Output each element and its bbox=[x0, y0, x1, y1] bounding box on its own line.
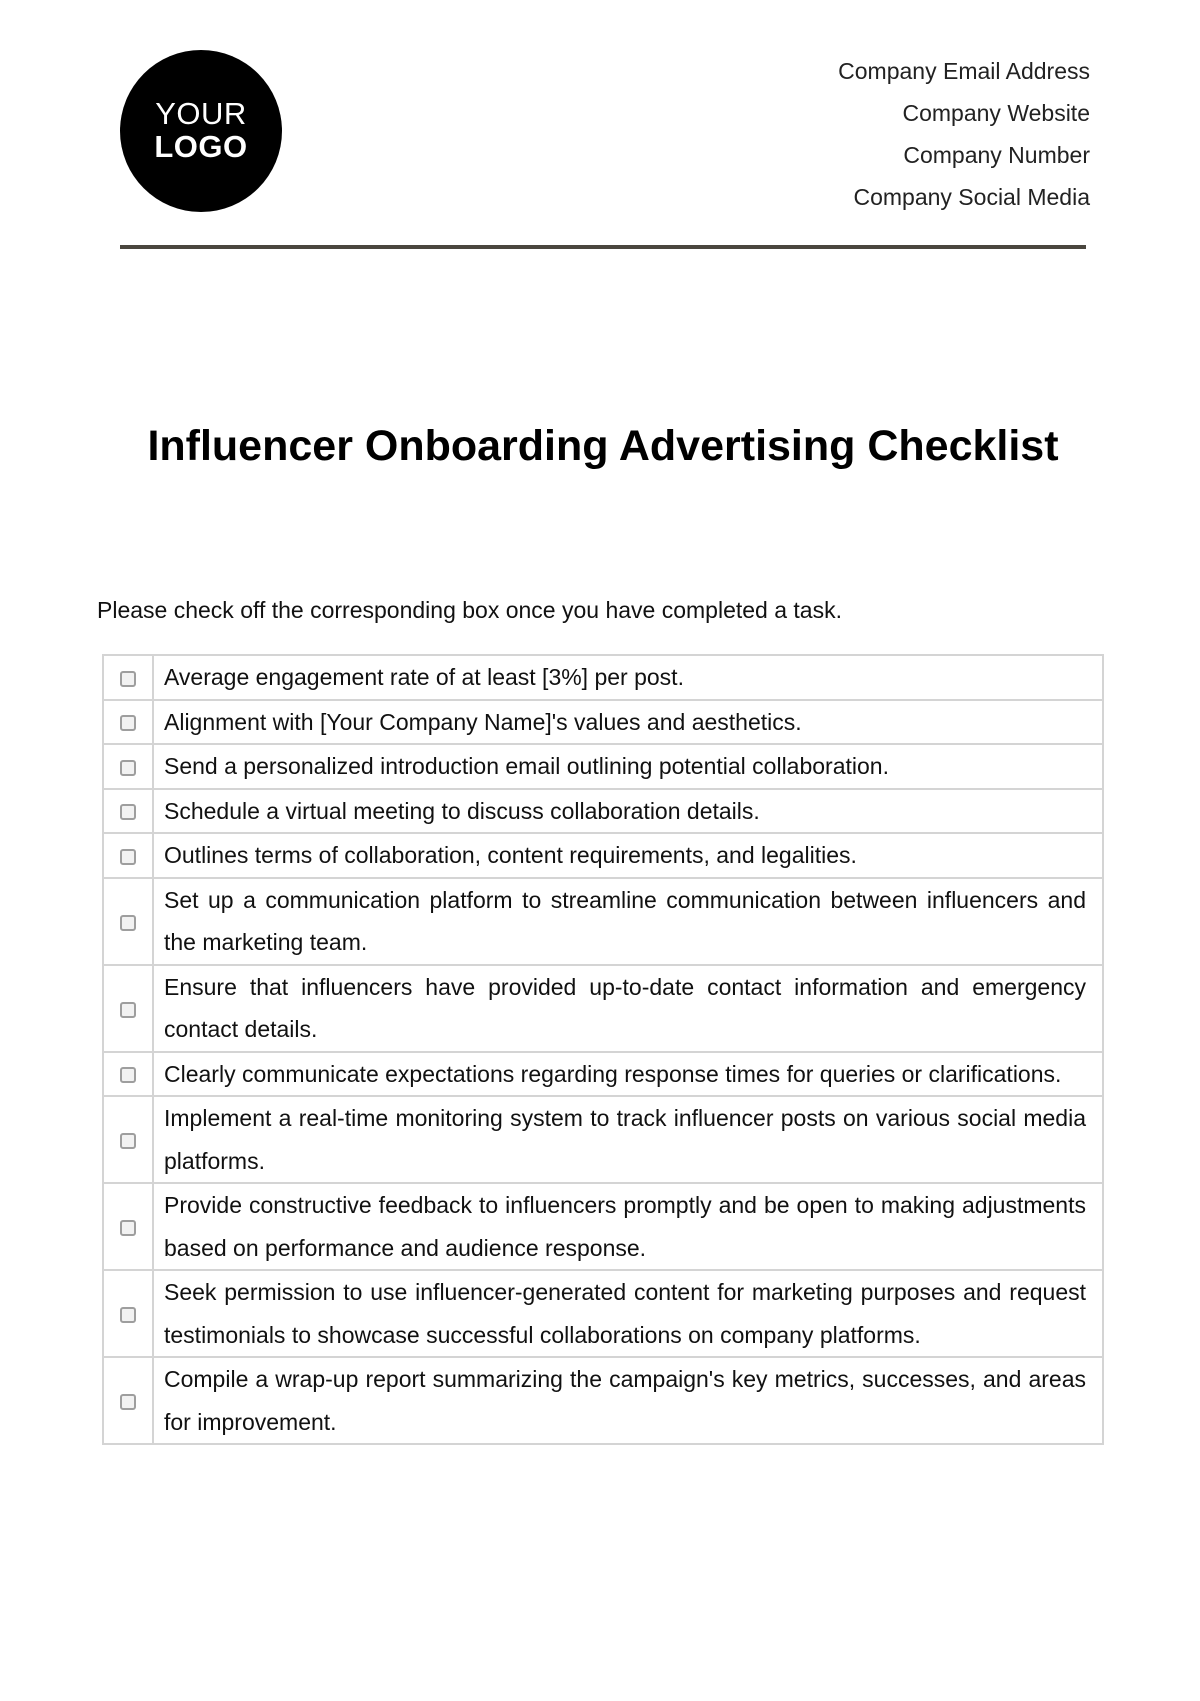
task-checkbox[interactable] bbox=[120, 804, 136, 820]
task-checkbox[interactable] bbox=[120, 1394, 136, 1410]
checkbox-cell bbox=[103, 1183, 153, 1270]
checklist-row bbox=[103, 1357, 1103, 1444]
task-checkbox[interactable] bbox=[120, 1067, 136, 1083]
company-contact-block bbox=[838, 50, 1090, 218]
task-checkbox[interactable] bbox=[120, 1002, 136, 1018]
checklist-row bbox=[103, 1052, 1103, 1097]
task-text: Seek permission to use influencer-generated content for marketing purposes and request testimonials to showcase successful collaborations on company platforms. bbox=[153, 1270, 1103, 1357]
task-text: Implement a real-time monitoring system to track influencer posts on various social media platforms. bbox=[153, 1096, 1103, 1183]
checkbox-cell bbox=[103, 700, 153, 745]
header-divider bbox=[120, 245, 1086, 249]
checklist-body bbox=[103, 655, 1103, 1444]
task-text: Average engagement rate of at least [3%] per post. bbox=[153, 655, 1103, 700]
task-text: Compile a wrap-up report summarizing the campaign's key metrics, successes, and areas for improvement. bbox=[153, 1357, 1103, 1444]
task-checkbox[interactable] bbox=[120, 715, 136, 731]
logo-line-1: YOUR bbox=[155, 96, 247, 132]
checklist-row bbox=[103, 789, 1103, 834]
task-checkbox[interactable] bbox=[120, 1220, 136, 1236]
task-checkbox[interactable] bbox=[120, 1307, 136, 1323]
company-number: Company Number bbox=[903, 142, 1090, 168]
checklist-row bbox=[103, 1096, 1103, 1183]
company-logo bbox=[120, 50, 282, 212]
instructions-text: Please check off the corresponding box once you have completed a task. bbox=[97, 597, 842, 623]
checklist-row bbox=[103, 965, 1103, 1052]
checkbox-cell bbox=[103, 1357, 153, 1444]
checkbox-cell bbox=[103, 878, 153, 965]
task-text: Alignment with [Your Company Name]'s values and aesthetics. bbox=[153, 700, 1103, 745]
company-email: Company Email Address bbox=[838, 58, 1090, 84]
task-text: Ensure that influencers have provided up-to-date contact information and emergency contact details. bbox=[153, 965, 1103, 1052]
checklist-row bbox=[103, 655, 1103, 700]
task-text: Provide constructive feedback to influencers promptly and be open to making adjustments based on performance and audience response. bbox=[153, 1183, 1103, 1270]
checkbox-cell bbox=[103, 1096, 153, 1183]
checklist-row bbox=[103, 878, 1103, 965]
checklist-row bbox=[103, 744, 1103, 789]
checklist-row bbox=[103, 833, 1103, 878]
task-text: Clearly communicate expectations regarding response times for queries or clarifications. bbox=[153, 1052, 1103, 1097]
checkbox-cell bbox=[103, 655, 153, 700]
task-checkbox[interactable] bbox=[120, 671, 136, 687]
checklist-row bbox=[103, 1183, 1103, 1270]
checklist-row bbox=[103, 1270, 1103, 1357]
task-checkbox[interactable] bbox=[120, 1133, 136, 1149]
task-checkbox[interactable] bbox=[120, 915, 136, 931]
task-text: Send a personalized introduction email outlining potential collaboration. bbox=[153, 744, 1103, 789]
checkbox-cell bbox=[103, 744, 153, 789]
checkbox-cell bbox=[103, 1052, 153, 1097]
task-checkbox[interactable] bbox=[120, 849, 136, 865]
checklist-row bbox=[103, 700, 1103, 745]
checkbox-cell bbox=[103, 789, 153, 834]
logo-line-2: LOGO bbox=[154, 129, 248, 164]
checklist-table bbox=[102, 654, 1104, 1445]
task-text: Outlines terms of collaboration, content requirements, and legalities. bbox=[153, 833, 1103, 878]
document-title: Influencer Onboarding Advertising Checklist bbox=[147, 422, 1059, 470]
task-text: Schedule a virtual meeting to discuss collaboration details. bbox=[153, 789, 1103, 834]
task-text: Set up a communication platform to streamline communication between influencers and the marketing team. bbox=[153, 878, 1103, 965]
task-checkbox[interactable] bbox=[120, 760, 136, 776]
checkbox-cell bbox=[103, 1270, 153, 1357]
checkbox-cell bbox=[103, 965, 153, 1052]
company-social-media: Company Social Media bbox=[853, 184, 1090, 210]
checkbox-cell bbox=[103, 833, 153, 878]
company-website: Company Website bbox=[902, 100, 1090, 126]
